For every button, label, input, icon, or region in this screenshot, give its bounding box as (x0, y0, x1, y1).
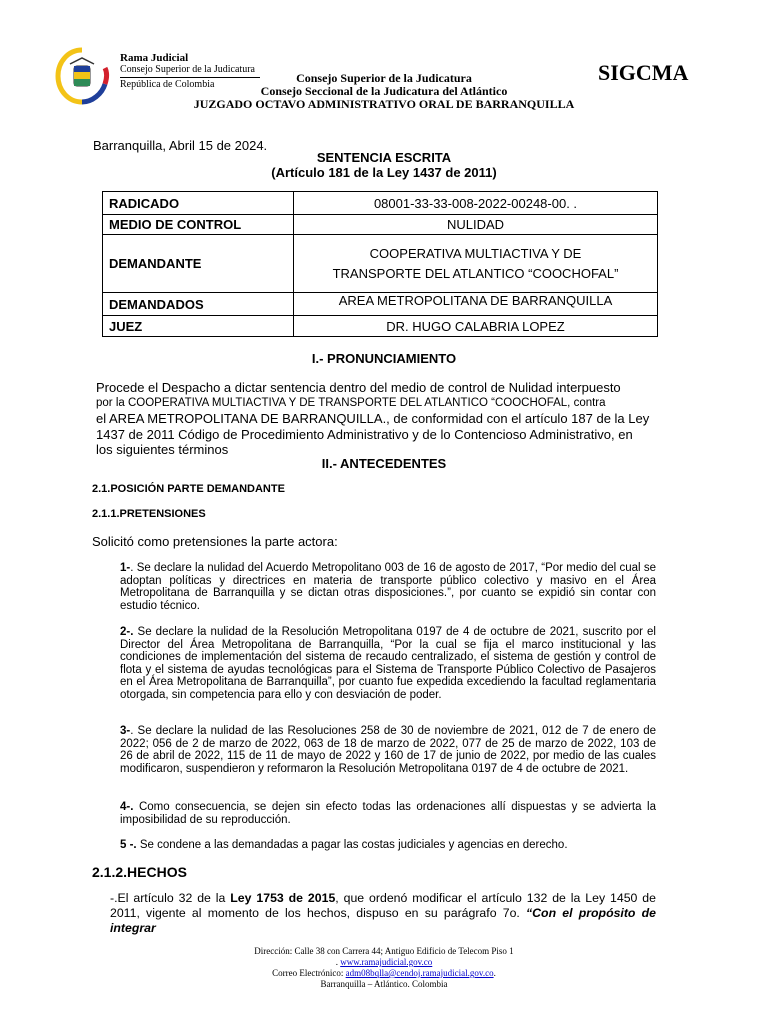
footer-web (0, 957, 768, 968)
footer-email (0, 968, 768, 979)
table-row-demandados (103, 293, 658, 316)
pretension-4 (120, 801, 656, 826)
logo-line-2: Consejo Superior de la Judicatura (120, 64, 255, 75)
section-1-line-3-text: el AREA METROPOLITANA DE BARRANQUILLA., de conformidad con el artículo 187 de la Ley (96, 411, 650, 426)
pretensiones-intro: Solicitó como pretensiones la parte actora: (92, 534, 338, 549)
footer-email-link[interactable]: adm08bqlla@cendoj.ramajudicial.gov.co (345, 968, 494, 978)
pretension-2-text: Se declare la nulidad de la Resolución Metropolitana 0197 de 4 de octubre de 2021, suscrito por el Director del Área Metropolitana de Barranquilla, “Por la cual se fija el marco institucional y las condiciones de implementación del sistema de recaudo centralizado, el sistema de gestión y control de flota y el sistema de ayudas tecnológicas para el Sistema de Transporte Público Colectivo de Pasajeros en el Área Metropolitana de Barranquilla”, por cuanto fue expedida excediendo la facultad reglamentaria otorgada, sin competencia para ello y con desviación de poder. (120, 626, 656, 701)
pretension-5-number: 5 -. (120, 839, 137, 851)
pretension-4-text: Como consecuencia, se dejen sin efecto todas las ordenaciones allí dispuestas y se advierta la imposibilidad de su reproducción. (120, 801, 656, 826)
table-row-juez (103, 316, 658, 337)
hechos-pre: -.El artículo 32 de la (110, 891, 231, 905)
case-info-table (102, 191, 658, 337)
section-1-line-4: 1437 de 2011 Código de Procedimiento Administrativo y de lo Contencioso Administrativo, en (96, 426, 633, 442)
pretension-3-text: . Se declare la nulidad de las Resoluciones 258 de 30 de noviembre de 2021, 012 de 7 de enero de 2022; 056 de 2 de marzo de 2022, 063 de 18 de marzo de 2022, 077 de 25 de marzo de 2022, 103 de 26 de abril de 2022, 115 de 11 de mayo de 2022 y 160 de 17 de junio de 2022, por medio de las cuales modificaron, suspendieron y reformaron la Resolución Metropolitana 0197 de 4 de octubre de 2021. (120, 725, 656, 775)
document-title: SENTENCIA ESCRITA (316, 150, 452, 165)
section-1-line-1: Procede el Despacho a dictar sentencia dentro del medio de control de Nulidad interpuesto (96, 380, 621, 395)
pretension-5-text: Se condene a las demandadas a pagar las costas judiciales y agencias en derecho. (136, 839, 568, 851)
demandados-value: AREA METROPOLITANA DE BARRANQUILLA (294, 293, 658, 316)
demandante-label: DEMANDANTE (103, 235, 294, 293)
subsection-2-1: 2.1.POSICIÓN PARTE DEMANDANTE (92, 483, 285, 495)
table-row-medio (103, 215, 658, 235)
section-1-body (96, 380, 672, 458)
header-line-2: Consejo Seccional de la Judicatura del Atlántico (260, 84, 508, 98)
pretension-3-number: 3- (120, 725, 131, 737)
medio-label: MEDIO DE CONTROL (103, 215, 294, 235)
table-row-radicado (103, 192, 658, 215)
footer-address: Dirección: Calle 38 con Carrera 44; Antiguo Edificio de Telecom Piso 1 (254, 946, 514, 956)
hechos-mid: , que ordenó modificar el artículo 132 de la Ley 1450 de 2011, vigente al momento de los hechos, dispuso en su parágrafo 7o. (110, 891, 656, 920)
demandante-value (294, 235, 658, 293)
pretension-1-number: 1- (120, 562, 131, 574)
date-line: Barranquilla, Abril 15 de 2024. (93, 138, 268, 153)
demandante-value-2: TRANSPORTE DEL ATLANTICO “COOCHOFAL” (332, 265, 619, 281)
pretension-2 (120, 626, 656, 702)
juez-label: JUEZ (103, 316, 294, 337)
medio-value: NULIDAD (294, 215, 658, 235)
pretension-3 (120, 725, 656, 775)
pretension-5 (120, 839, 656, 852)
footer-web-link[interactable]: www.ramajudicial.gov.co (340, 957, 433, 967)
table-row-demandante (103, 235, 658, 293)
hechos-paragraph (110, 891, 656, 936)
section-1-line-3 (96, 411, 672, 427)
footer-city: Barranquilla – Atlántico. Colombia (320, 979, 448, 989)
pretension-2-number: 2-. (120, 626, 134, 638)
section-2-title: II.- ANTECEDENTES (321, 456, 447, 471)
pretension-1-text: . Se declare la nulidad del Acuerdo Metropolitano 003 de 16 de agosto de 2017, “Por medio del cual se adoptan políticas y directrices en materia de transporte público colectivo y masivo en el Área Metropolitana de Barranquilla y se dictan otras disposiciones.”, por cuanto se expidió sin contar con estudio técnico. (120, 562, 656, 612)
section-1-title: I.- PRONUNCIAMIENTO (311, 351, 457, 366)
section-1-line-5: los siguientes términos (96, 442, 229, 457)
header-line-1: Consejo Superior de la Judicatura (296, 71, 472, 85)
document-subtitle: (Artículo 181 de la Ley 1437 de 2011) (271, 165, 497, 180)
hechos-title: 2.1.2.HECHOS (92, 864, 187, 880)
footer (0, 946, 768, 990)
footer-email-suffix: . (493, 968, 496, 978)
logo-line-1: Rama Judicial (120, 52, 189, 64)
logo-line-3: República de Colombia (120, 79, 215, 90)
sigcma-label: SIGCMA (598, 60, 689, 85)
radicado-value: 08001-33-33-008-2022-00248-00. . (294, 192, 658, 215)
radicado-label: RADICADO (103, 192, 294, 215)
pretension-1 (120, 562, 656, 612)
demandante-value-1: COOPERATIVA MULTIACTIVA Y DE (369, 245, 582, 261)
hechos-law: Ley 1753 de 2015 (230, 891, 336, 905)
header-line-3: JUZGADO OCTAVO ADMINISTRATIVO ORAL DE BARRANQUILLA (193, 97, 575, 111)
footer-email-prefix: Correo Electrónico: (272, 968, 346, 978)
hechos-italic: “Con el propósito de integrar (110, 906, 656, 935)
pretension-4-number: 4-. (120, 801, 134, 813)
subsection-2-1-1: 2.1.1.PRETENSIONES (92, 508, 206, 520)
section-1-line-2: por la COOPERATIVA MULTIACTIVA Y DE TRANSPORTE DEL ATLANTICO “COOCHOFAL, contra (96, 396, 606, 409)
demandados-label: DEMANDADOS (103, 293, 294, 316)
footer-web-prefix: . (335, 957, 341, 967)
juez-value: DR. HUGO CALABRIA LOPEZ (294, 316, 658, 337)
